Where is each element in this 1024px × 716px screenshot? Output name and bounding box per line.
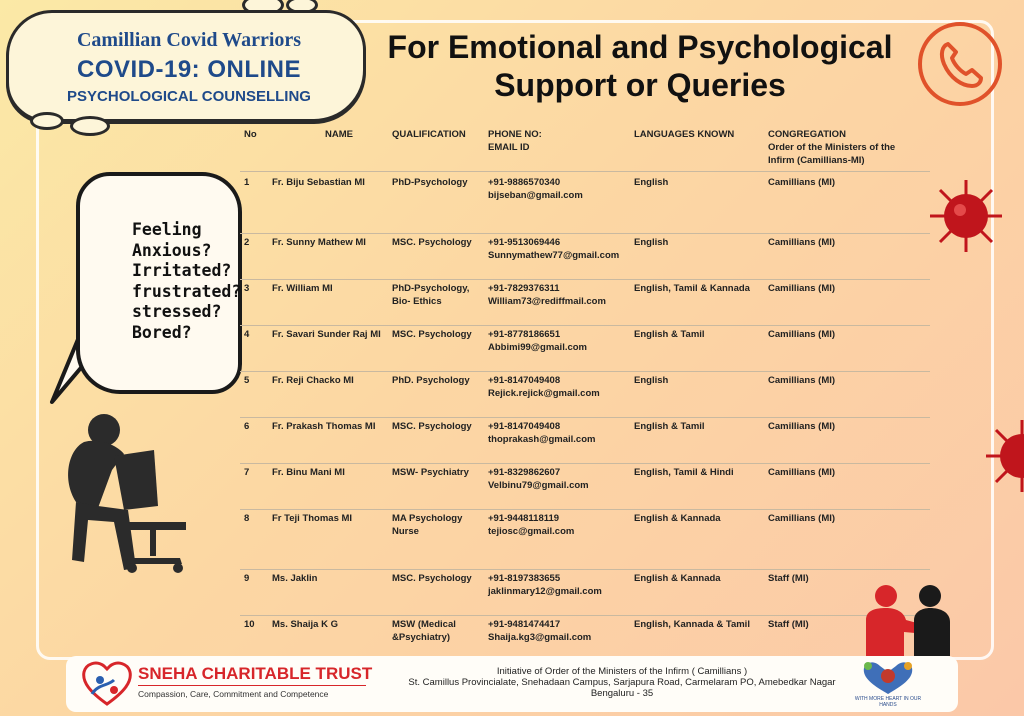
trust-tagline: Compassion, Care, Commitment and Competence: [138, 689, 329, 699]
divider: [138, 685, 366, 686]
trust-name: SNEHA CHARITABLE TRUST: [138, 664, 373, 683]
heart-logo-icon: [80, 660, 134, 708]
table-row: 4 Fr. Savari Sunder Raj MI MSC. Psychology +91-8778186651 Abbimi99@gmail.com English & Tamil Camillians (MI): [240, 328, 930, 372]
table-row: 3 Fr. William MI PhD-Psychology, Bio- Ethics +91-7829376311 William73@rediffmail.com English, Tamil & Kannada Camillians (MI): [240, 282, 930, 326]
table-row: 9 Ms. Jaklin MSC. Psychology +91-8197383655 jaklinmary12@gmail.com English & Kannada Staff (MI): [240, 572, 930, 616]
footer: [66, 656, 958, 712]
title-cloud: [6, 10, 366, 122]
page-title: For Emotional and Psychological Support or Queries: [387, 29, 893, 103]
logo-caption: WITH MORE HEART IN OUR HANDS: [854, 696, 922, 708]
table-row: 1 Fr. Biju Sebastian MI PhD-Psychology +91-9886570340 bijseban@gmail.com English Camillians (MI): [240, 176, 930, 234]
helping-hand-icon: [858, 584, 958, 656]
phone-icon: [918, 22, 1002, 106]
table-row: 6 Fr. Prakash Thomas MI MSC. Psychology +91-8147049408 thoprakash@gmail.com English & Tamil Camillians (MI): [240, 420, 930, 464]
cloud-subtitle: COVID-19: ONLINE: [76, 56, 302, 83]
cloud-bubble: [70, 116, 110, 136]
virus-icon: [928, 178, 1004, 254]
speech-text: Feeling Anxious? Irritated? frustrated? stressed? Bored?: [132, 220, 242, 342]
table-row: 5 Fr. Reji Chacko MI PhD. Psychology +91-8147049408 Rejick.rejick@gmail.com English Camillians (MI): [240, 374, 930, 418]
distressed-person-icon: [54, 410, 204, 580]
cloud-caption: PSYCHOLOGICAL COUNSELLING: [67, 88, 311, 105]
table-row: 2 Fr. Sunny Mathew MI MSC. Psychology +91-9513069446 Sunnymathew77@gmail.com English Camillians (MI): [240, 236, 930, 280]
cloud-title: Camillian Covid Warriors: [76, 29, 302, 51]
cloud-bubble: [30, 112, 64, 130]
table-row: 7 Fr. Binu Mani MI MSW- Psychiatry +91-8329862607 Velbinu79@gmail.com English, Tamil & Hindi Camillians (MI): [240, 466, 930, 510]
camillian-logo-icon: [848, 658, 928, 698]
footer-info: Initiative of Order of the Ministers of the Infirm ( Camillians ) St. Camillus Provincialate, Snehadaan Campus, Sarjapura Road, Carmelaram PO, Amebedkar Nagar Bengaluru - 35: [408, 666, 836, 699]
table-header: No NAME QUALIFICATION PHONE NO: EMAIL ID LANGUAGES KNOWN CONGREGATION Order of the Ministers of the Infirm (Camillians-MI): [240, 128, 930, 172]
table-row: 10 Ms. Shaija K G MSW (Medical &Psychiatry) +91-9481474417 Shaija.kg3@gmail.com English, Kannada & Tamil Staff (MI): [244, 619, 809, 643]
virus-icon: [984, 418, 1024, 494]
table-row: 8 Fr Teji Thomas MI MA Psychology Nurse +91-9448118119 tejiosc@gmail.com English & Kannada Camillians (MI): [240, 512, 930, 570]
